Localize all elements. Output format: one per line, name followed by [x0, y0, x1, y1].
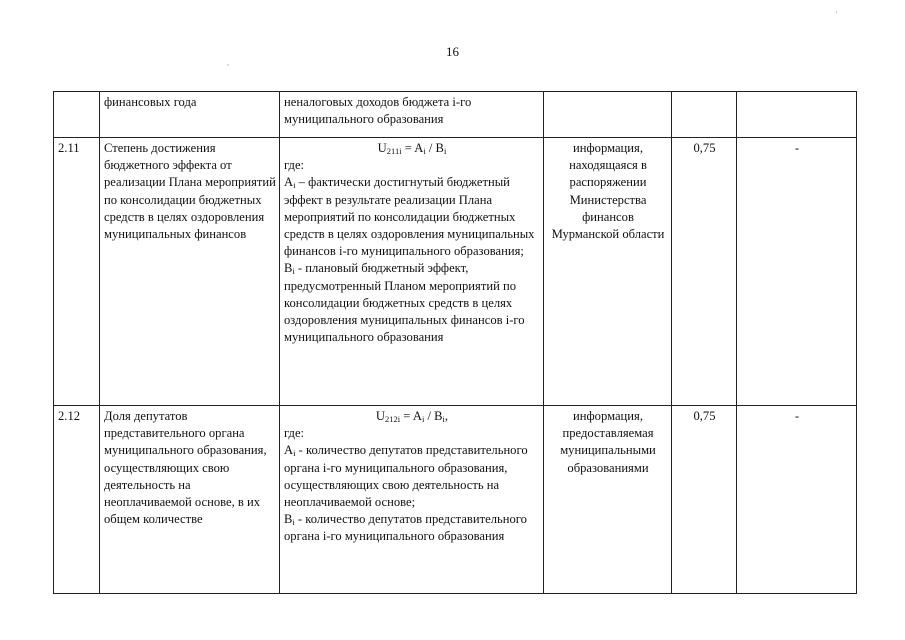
variable-b-definition — [284, 260, 540, 346]
variable-b: B — [284, 261, 293, 276]
formula-numerator: = A — [401, 141, 424, 155]
formula-lhs-subscript: 212i — [385, 414, 401, 424]
weight-cell: 0,75 — [672, 406, 737, 594]
formula-where: где: — [284, 158, 305, 173]
formula-where: где: — [284, 426, 305, 441]
formula-denominator-subscript: i — [442, 414, 445, 424]
variable-a: A — [284, 443, 294, 458]
formula-numerator-subscript: i — [421, 414, 425, 424]
variable-a: A — [284, 175, 294, 190]
variable-a-text: - количество депутатов представительного органа i-го муниципального образования, осуществляющих свою деятельность на неоплачиваемой основе; — [284, 443, 528, 510]
source-cell — [544, 92, 672, 138]
variable-b-definition — [284, 511, 540, 545]
row-number-cell: 2.11 — [54, 138, 100, 406]
indicator-name-cell: Доля депутатов представительного органа муниципального образования, осуществляющих свою деятельность на неоплачиваемой основе, в их общем количестве — [100, 406, 280, 594]
weight-cell — [672, 92, 737, 138]
scan-artifact: , — [227, 58, 229, 67]
formula-lhs-subscript: 211i — [386, 146, 402, 156]
formula-expression — [284, 408, 540, 425]
variable-a-definition — [284, 174, 540, 260]
variable-b-text: - количество депутатов представительного органа i-го муниципального образования — [284, 512, 527, 544]
source-cell: информация, находящаяся в распоряжении Министерства финансов Мурманской области — [544, 138, 672, 406]
formula-numerator-subscript: i — [423, 146, 426, 156]
continuation-row — [54, 92, 857, 138]
formula-numerator: = A — [400, 409, 422, 423]
indicator-name-cell: финансовых года — [100, 92, 280, 138]
variable-b-text: - плановый бюджетный эффект, предусмотренный Планом мероприятий по консолидации бюджетных средств в целях оздоровления муниципальных финансов i-го муниципального образования — [284, 261, 525, 345]
extra-cell: - — [737, 406, 857, 594]
source-cell: информация, предоставляемая муниципальными образованиями — [544, 406, 672, 594]
formula-denominator: / B — [425, 141, 444, 155]
variable-b-subscript: i — [292, 517, 295, 528]
page-number: 16 — [446, 44, 459, 59]
formula-expression — [284, 140, 540, 157]
table-row-2-12 — [54, 406, 857, 594]
formula-lhs: U — [377, 141, 387, 155]
formula-lhs: U — [375, 409, 386, 423]
extra-cell: - — [737, 138, 857, 406]
row-number-cell — [54, 92, 100, 138]
indicator-name-cell: Степень достижения бюджетного эффекта от реализации Плана мероприятий по консолидации бюджетных средств в целях оздоровления муниципальных финансов — [100, 138, 280, 406]
formula-cell: неналоговых доходов бюджета i-го муниципального образования — [280, 92, 544, 138]
variable-b: B — [284, 512, 293, 527]
formula-tail: , — [444, 409, 449, 423]
weight-cell: 0,75 — [672, 138, 737, 406]
variable-a-subscript: i — [293, 448, 296, 459]
variable-b-subscript: i — [292, 266, 295, 277]
variable-a-definition — [284, 442, 540, 511]
scan-artifact: ' — [836, 10, 838, 19]
formula-denominator-subscript: i — [443, 146, 447, 156]
variable-a-text: – фактически достигнутый бюджетный эффект в результате реализации Плана мероприятий по консолидации бюджетных средств в целях оздоровления муниципальных финансов i-го муниципального образования; — [284, 175, 535, 259]
formula-cell — [280, 138, 544, 406]
formula-cell — [280, 406, 544, 594]
variable-a-subscript: i — [293, 180, 296, 191]
table-row-2-11 — [54, 138, 857, 406]
extra-cell — [737, 92, 857, 138]
formula-denominator: / B — [424, 409, 443, 423]
indicator-table — [53, 91, 857, 594]
row-number-cell: 2.12 — [54, 406, 100, 594]
